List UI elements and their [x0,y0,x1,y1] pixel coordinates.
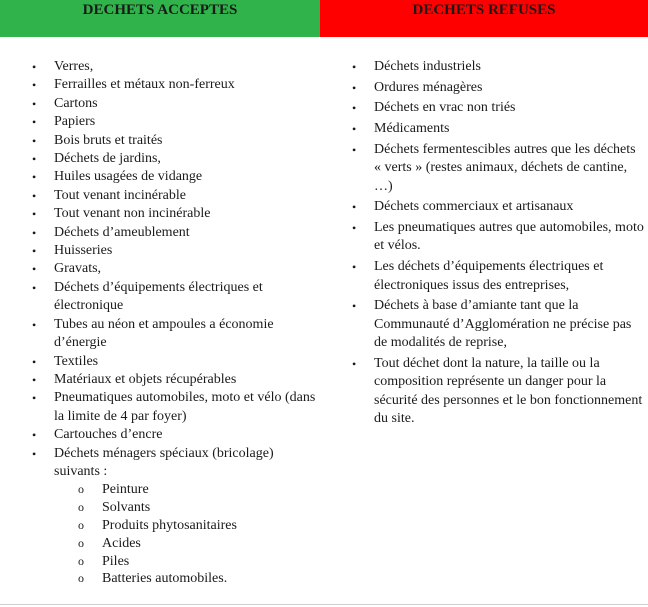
refused-header-label: DECHETS REFUSES [412,2,556,18]
bullet-icon: • [32,207,37,222]
list-item-text: Bois bruts et traités [54,132,163,148]
bullet-icon: • [32,225,37,240]
list-item-text: Tout venant incinérable [54,187,186,203]
sub-list-item [78,499,317,517]
accepted-list [32,58,317,588]
sub-list-item-text: Acides [102,535,141,551]
list-item [32,113,317,131]
refused-list [352,58,644,428]
list-item [32,371,317,389]
bullet-icon: • [352,221,357,236]
list-item [32,426,317,444]
list-item [32,205,317,223]
list-item [32,389,317,426]
circle-bullet-icon: o [78,535,84,550]
bullet-icon: • [32,372,37,387]
list-item [32,242,317,260]
list-item-text: Verres, [54,59,94,74]
bullet-icon: • [32,78,37,93]
circle-bullet-icon: o [78,553,84,568]
list-item-text: Matériaux et objets récupérables [54,371,237,387]
bullet-icon: • [32,280,37,295]
list-item [32,150,317,168]
list-item-text: Déchets commerciaux et artisanaux [374,199,574,215]
bullet-icon: • [352,60,357,74]
bullet-icon: • [352,356,357,371]
list-item-text: Déchets industriels [374,59,481,74]
list-item-text: Huisseries [54,243,113,259]
sub-list-item [78,517,317,535]
list-item-text: Cartouches d’encre [54,427,163,443]
bullet-icon: • [352,260,357,275]
bullet-icon: • [352,142,357,157]
list-item [352,219,644,256]
list-item-text: Déchets d’équipements électriques et électronique [54,279,263,314]
bullet-icon: • [32,152,37,167]
list-item-text: Médicaments [374,121,450,137]
list-item-text: Pneumatiques automobiles, moto et vélo (dans la limite de 4 par foyer) [54,390,316,424]
list-item-text: Tout venant non incinérable [54,206,211,222]
list-item-text: Tout déchet dont la nature, la taille ou la composition représente un danger pour la sécurité des personnes et le bon fonctionnement du site. [374,355,643,426]
list-item-text: Gravats, [54,261,102,277]
circle-bullet-icon: o [78,571,84,586]
bullet-icon: • [32,391,37,406]
bullet-icon: • [32,354,37,369]
list-item-text: Ferrailles et métaux non-ferreux [54,77,235,93]
list-item [32,95,317,113]
list-item [32,58,317,76]
sub-list-item [78,570,317,588]
bullet-icon: • [352,122,357,137]
list-item [32,316,317,353]
list-item [32,260,317,278]
list-item-text: Textiles [54,353,99,369]
sub-list-item [78,553,317,571]
list-item [352,355,644,429]
bullet-icon: • [32,133,37,148]
sub-list-item [78,535,317,553]
list-item-text: Déchets en vrac non triés [374,100,516,116]
bullet-icon: • [32,446,37,461]
list-item [32,76,317,94]
list-item [32,132,317,150]
bullet-icon: • [352,101,357,116]
list-item-text: Tubes au néon et ampoules a économie d’énergie [54,316,274,351]
circle-bullet-icon: o [78,482,84,497]
sub-list-item-text: Piles [102,553,130,569]
list-item [352,120,644,138]
sub-list-item-text: Produits phytosanitaires [102,517,237,533]
list-item [32,279,317,316]
table-bottom-border [0,604,648,605]
list-item-text: Déchets à base d’amiante tant que la Communauté d’Agglomération ne précise pas de modalités de reprise, [374,298,632,351]
list-item-text: Papiers [54,114,96,130]
list-item [32,168,317,186]
list-item [352,99,644,117]
list-item [32,353,317,371]
bullet-icon: • [352,299,357,314]
accepted-column [32,58,317,588]
list-item-text: Déchets fermentescibles autres que les déchets « verts » (restes animaux, déchets de cantine, …) [374,141,636,194]
sub-list-item-text: Batteries automobiles. [102,571,228,587]
bullet-icon: • [32,115,37,130]
bullet-icon: • [32,317,37,332]
sub-list-item-text: Solvants [102,500,151,516]
list-item-text: Cartons [54,95,98,111]
sub-list-item [78,481,317,499]
list-item-text: Déchets de jardins, [54,151,161,167]
list-item [352,258,644,295]
list-item [352,58,644,76]
list-item [352,297,644,352]
list-item-text: Les déchets d’équipements électriques et électroniques issus des entreprises, [374,259,604,293]
refused-column [352,58,644,431]
accepted-header [0,0,320,37]
bullet-icon: • [32,262,37,277]
bullet-icon: • [32,428,37,443]
bullet-icon: • [32,60,37,74]
bullet-icon: • [32,170,37,185]
bullet-icon: • [352,200,357,215]
sub-list [54,481,317,588]
list-item-text: Les pneumatiques autres que automobiles, moto et vélos. [374,220,644,254]
list-item [32,224,317,242]
circle-bullet-icon: o [78,500,84,515]
list-item [352,141,644,196]
bullet-icon: • [32,188,37,203]
circle-bullet-icon: o [78,517,84,532]
list-item [32,187,317,205]
bullet-icon: • [352,80,357,95]
accepted-header-label: DECHETS ACCEPTES [82,2,238,18]
list-item [32,445,317,589]
list-item-text: Déchets d’ameublement [54,224,190,240]
list-item-text: Ordures ménagères [374,79,483,95]
sub-list-item-text: Peinture [102,482,149,498]
list-item-text: Huiles usagées de vidange [54,169,203,185]
list-item [352,198,644,216]
list-item [352,79,644,97]
bullet-icon: • [32,244,37,259]
refused-header [320,0,648,37]
bullet-icon: • [32,96,37,111]
list-item-text: Déchets ménagers spéciaux (bricolage) suivants : [54,445,274,479]
